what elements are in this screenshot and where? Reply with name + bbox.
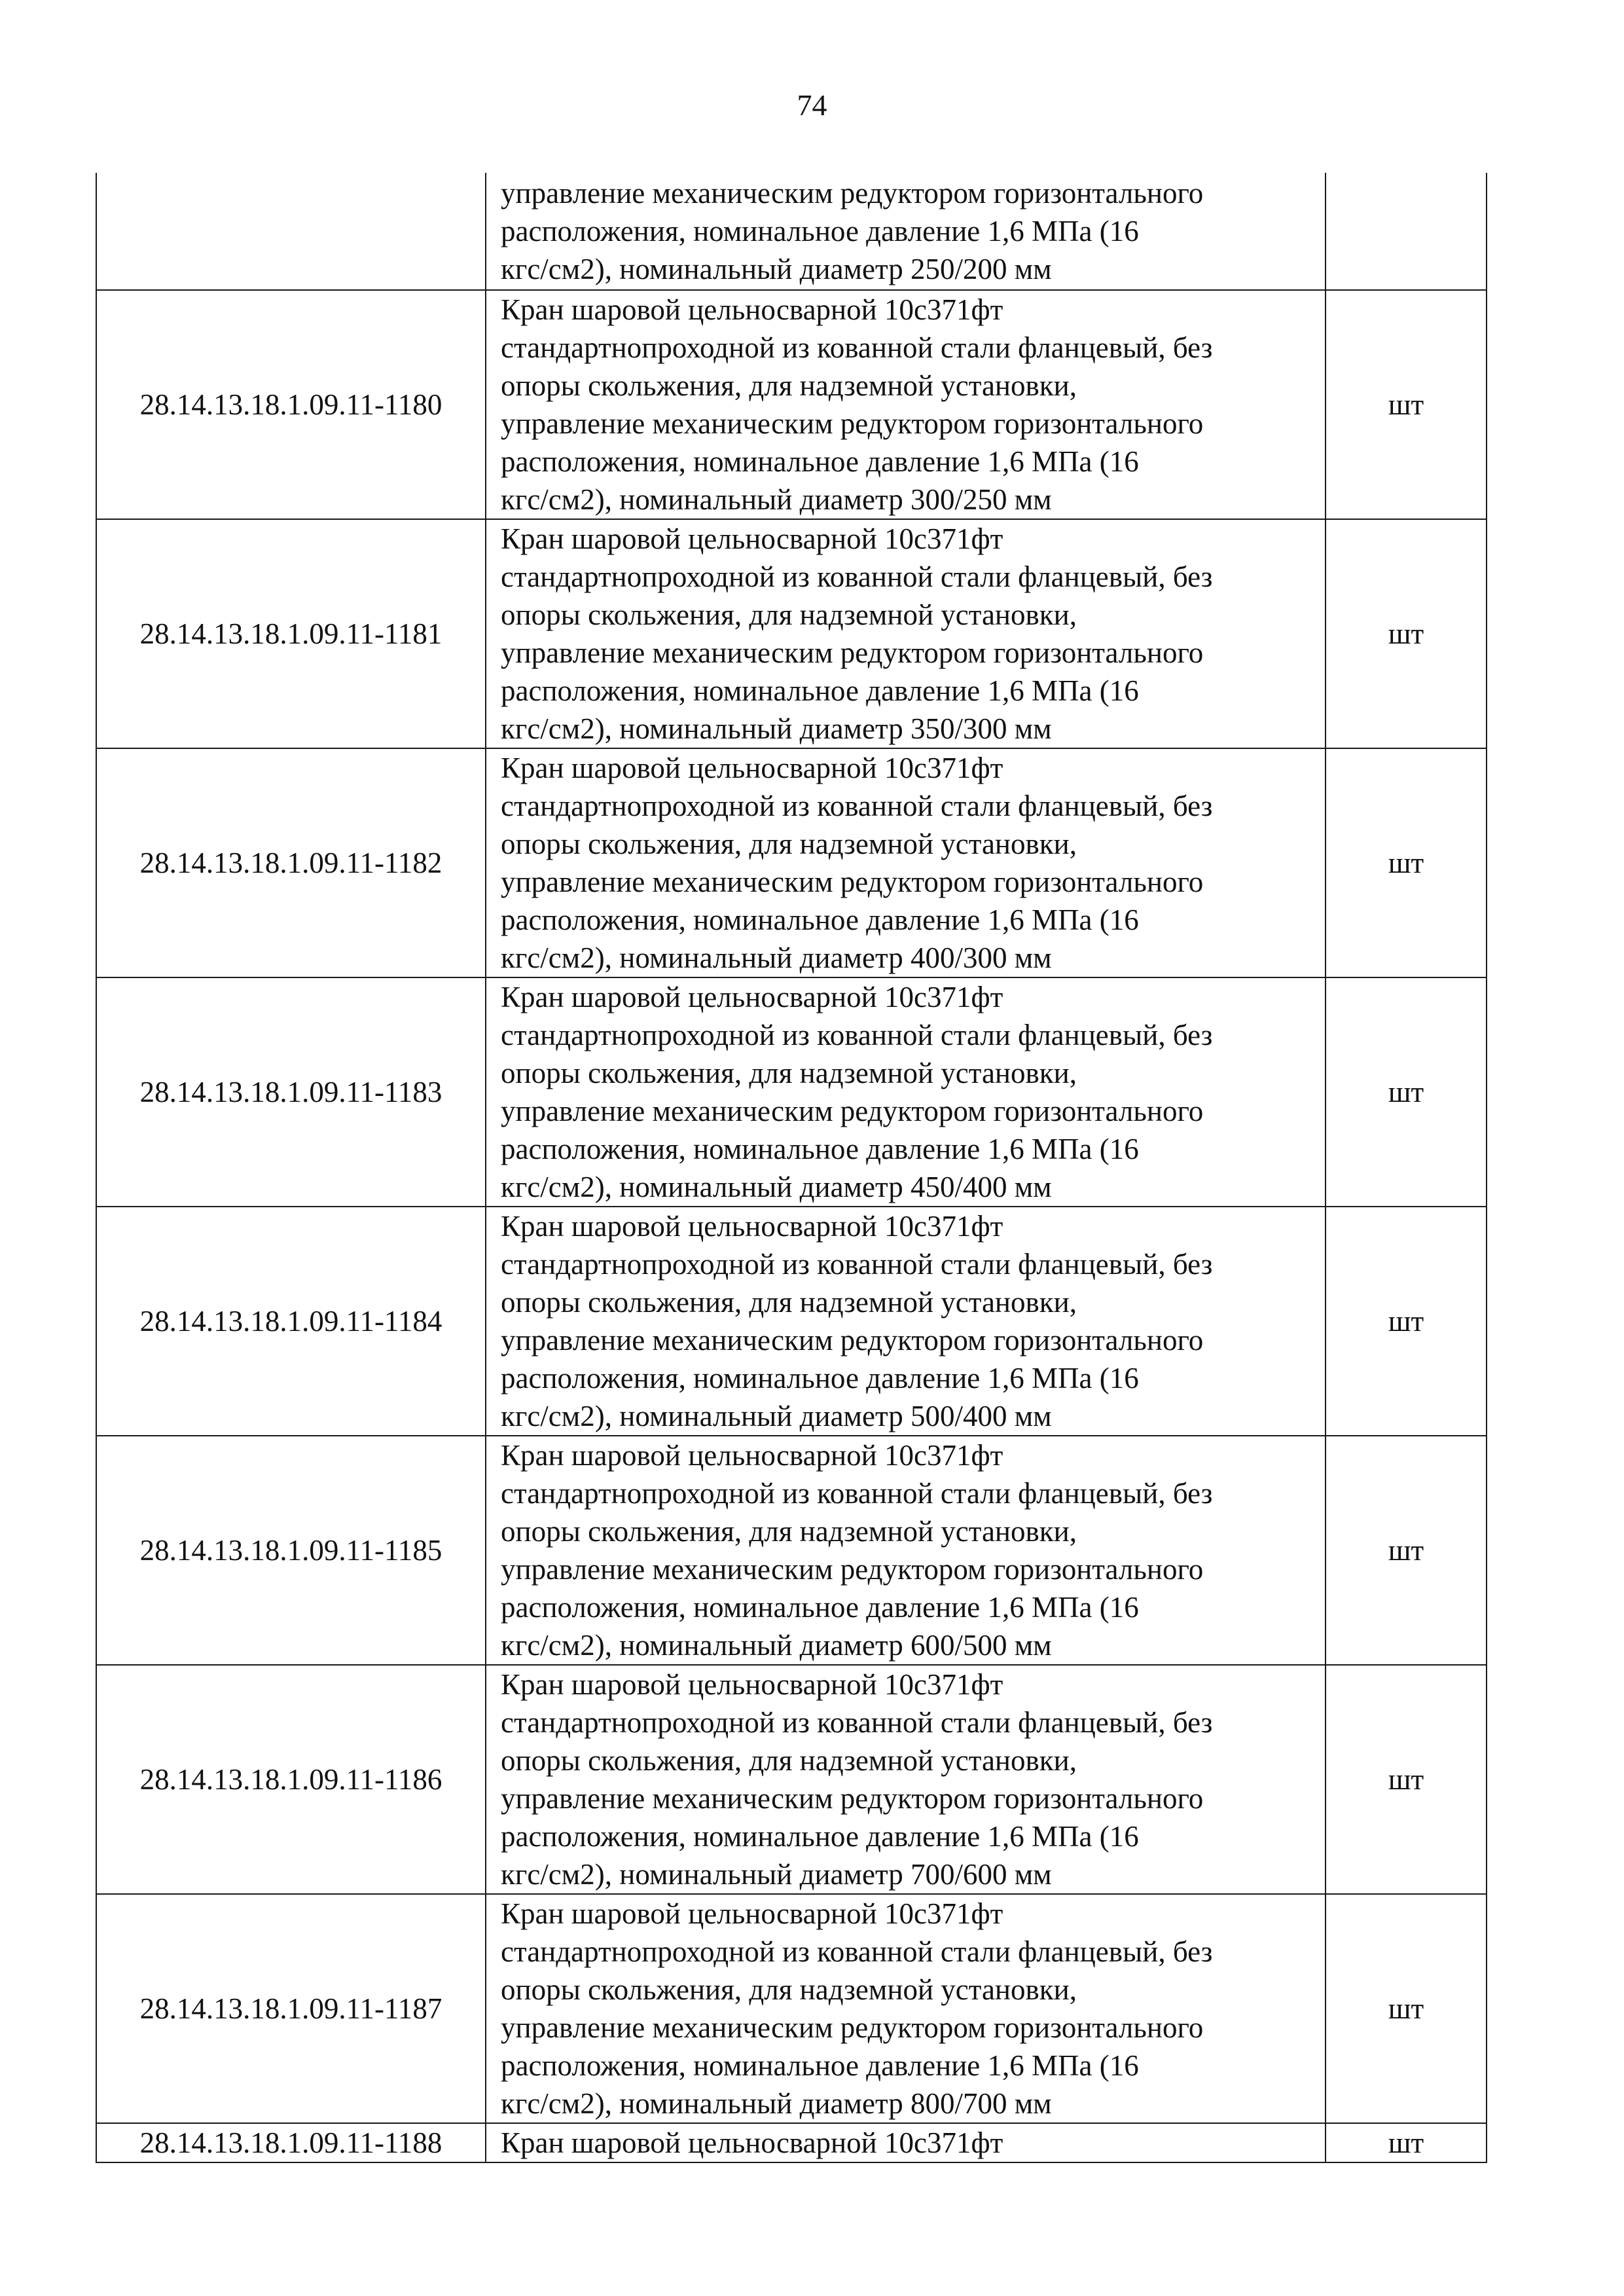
unit-of-measure: шт (1326, 1207, 1487, 1436)
resource-code: 28.14.13.18.1.09.11-1184 (96, 1207, 486, 1436)
resource-name: Кран шаровой цельносварной 10с371фт стандартнопроходной из кованной стали фланцевый, без опоры скольжения, для надземной установки, управление механическим редуктором горизонтального расположения, номинальное давление 1,6 МПа (16 кгс/см2), номинальный диаметр 450/400 мм (486, 977, 1326, 1207)
resource-code: 28.14.13.18.1.09.11-1180 (96, 290, 486, 519)
table-row (96, 519, 1487, 748)
resource-name: Кран шаровой цельносварной 10с371фт стандартнопроходной из кованной стали фланцевый, без опоры скольжения, для надземной установки, управление механическим редуктором горизонтального расположения, номинальное давление 1,6 МПа (16 кгс/см2), номинальный диаметр 700/600 мм (486, 1665, 1326, 1894)
unit-of-measure: шт (1326, 748, 1487, 977)
unit-of-measure: шт (1326, 1665, 1487, 1894)
table-row (96, 1207, 1487, 1436)
resource-code: 28.14.13.18.1.09.11-1188 (96, 2123, 486, 2162)
unit-of-measure: шт (1326, 977, 1487, 1207)
table-row (96, 1665, 1487, 1894)
resource-name: Кран шаровой цельносварной 10с371фт стандартнопроходной из кованной стали фланцевый, без опоры скольжения, для надземной установки, управление механическим редуктором горизонтального расположения, номинальное давление 1,6 МПа (16 кгс/см2), номинальный диаметр 800/700 мм (486, 1894, 1326, 2123)
table-row (96, 1436, 1487, 1665)
table-row (96, 290, 1487, 519)
resource-code (96, 173, 486, 290)
resource-name: Кран шаровой цельносварной 10с371фт (486, 2123, 1326, 2162)
unit-of-measure: шт (1326, 1436, 1487, 1665)
table-row (96, 2123, 1487, 2162)
resource-name: Кран шаровой цельносварной 10с371фт стандартнопроходной из кованной стали фланцевый, без опоры скольжения, для надземной установки, управление механическим редуктором горизонтального расположения, номинальное давление 1,6 МПа (16 кгс/см2), номинальный диаметр 300/250 мм (486, 290, 1326, 519)
table-row (96, 1894, 1487, 2123)
resource-code: 28.14.13.18.1.09.11-1187 (96, 1894, 486, 2123)
table-row (96, 748, 1487, 977)
catalog-table (96, 173, 1487, 2163)
unit-of-measure: шт (1326, 2123, 1487, 2162)
resource-name: Кран шаровой цельносварной 10с371фт стандартнопроходной из кованной стали фланцевый, без опоры скольжения, для надземной установки, управление механическим редуктором горизонтального расположения, номинальное давление 1,6 МПа (16 кгс/см2), номинальный диаметр 600/500 мм (486, 1436, 1326, 1665)
unit-of-measure (1326, 173, 1487, 290)
resource-code: 28.14.13.18.1.09.11-1182 (96, 748, 486, 977)
unit-of-measure: шт (1326, 290, 1487, 519)
unit-of-measure: шт (1326, 519, 1487, 748)
resource-name: Кран шаровой цельносварной 10с371фт стандартнопроходной из кованной стали фланцевый, без опоры скольжения, для надземной установки, управление механическим редуктором горизонтального расположения, номинальное давление 1,6 МПа (16 кгс/см2), номинальный диаметр 500/400 мм (486, 1207, 1326, 1436)
resource-name: управление механическим редуктором горизонтального расположения, номинальное давление 1,6 МПа (16 кгс/см2), номинальный диаметр 250/200 мм (486, 173, 1326, 290)
page-number: 74 (797, 88, 827, 122)
resource-name: Кран шаровой цельносварной 10с371фт стандартнопроходной из кованной стали фланцевый, без опоры скольжения, для надземной установки, управление механическим редуктором горизонтального расположения, номинальное давление 1,6 МПа (16 кгс/см2), номинальный диаметр 400/300 мм (486, 748, 1326, 977)
table-row (96, 977, 1487, 1207)
catalog-table-container (96, 173, 1486, 2163)
resource-code: 28.14.13.18.1.09.11-1185 (96, 1436, 486, 1665)
unit-of-measure: шт (1326, 1894, 1487, 2123)
table-row-continuation (96, 173, 1487, 290)
resource-name: Кран шаровой цельносварной 10с371фт стандартнопроходной из кованной стали фланцевый, без опоры скольжения, для надземной установки, управление механическим редуктором горизонтального расположения, номинальное давление 1,6 МПа (16 кгс/см2), номинальный диаметр 350/300 мм (486, 519, 1326, 748)
resource-code: 28.14.13.18.1.09.11-1181 (96, 519, 486, 748)
resource-code: 28.14.13.18.1.09.11-1186 (96, 1665, 486, 1894)
resource-code: 28.14.13.18.1.09.11-1183 (96, 977, 486, 1207)
